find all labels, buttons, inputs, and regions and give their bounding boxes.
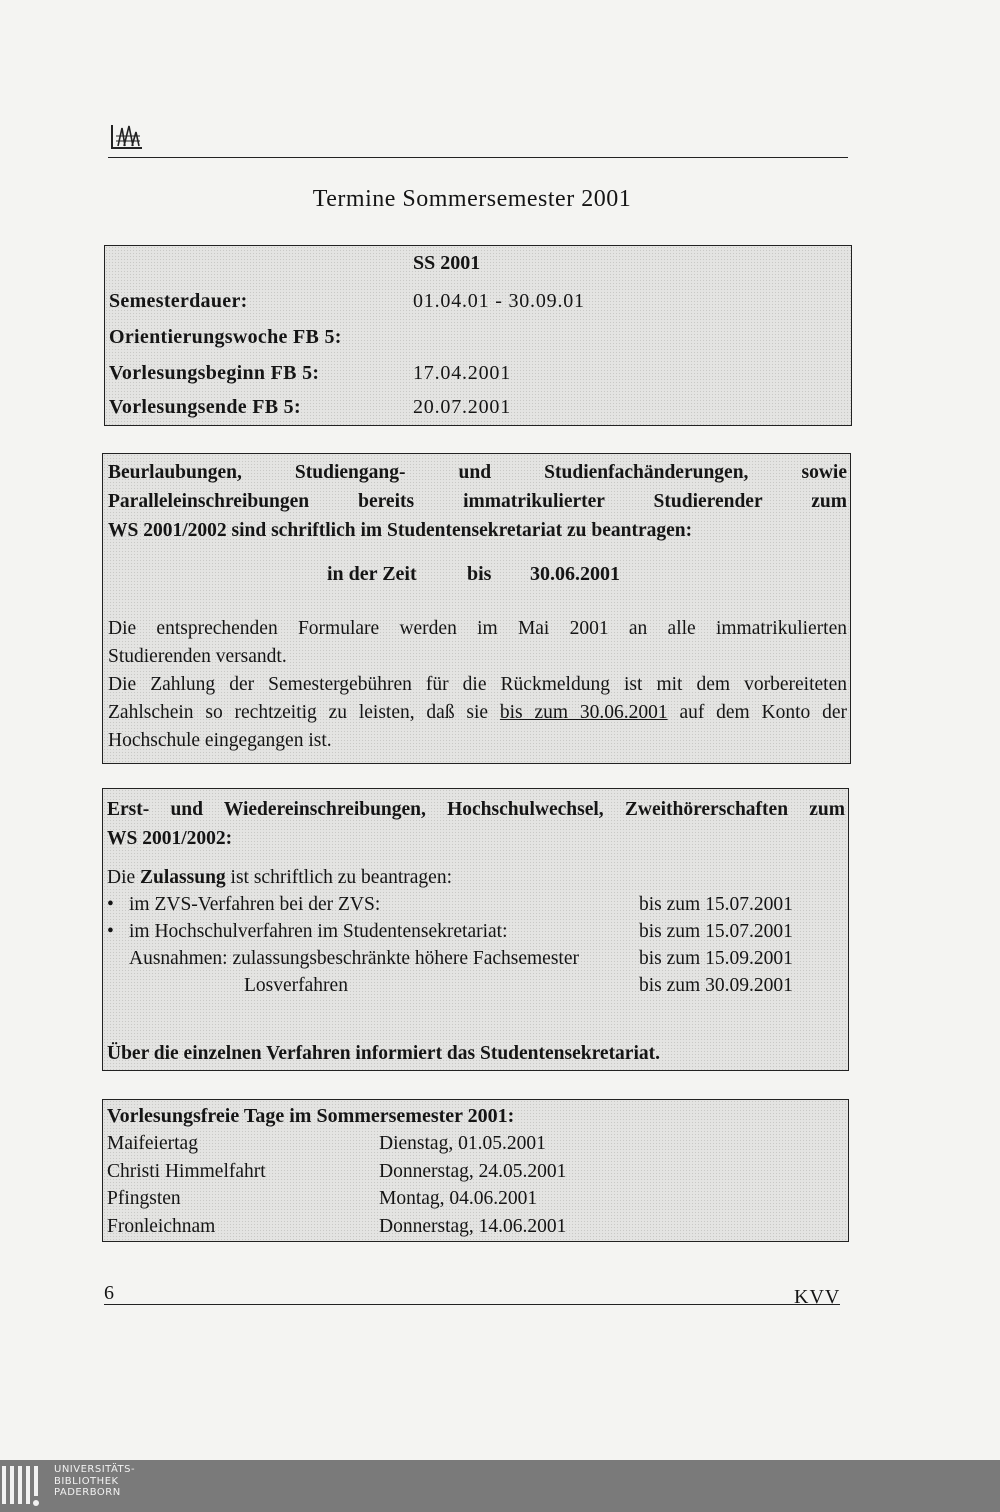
beurlaubung-heading (108, 458, 847, 545)
library-banner (0, 1460, 1000, 1512)
semester-row (109, 355, 849, 391)
item-text: Ausnahmen: zulassungsbeschränkte höhere Fachsemester (129, 948, 579, 969)
semester-row (109, 319, 849, 355)
university-logo-icon (110, 122, 144, 150)
list-item (107, 975, 845, 1002)
bullet-icon: • (107, 921, 114, 942)
list-item (107, 921, 845, 948)
heading-line: WS 2001/2002 sind schriftlich im Studentensekretariat zu beantragen: (108, 520, 693, 541)
text-line: Studierenden versandt. (108, 646, 287, 667)
feiertage-box (102, 1099, 849, 1242)
feiertag-name: Christi Himmelfahrt (107, 1160, 266, 1182)
heading-line: WS 2001/2002: (107, 828, 233, 849)
feiertag-date: Donnerstag, 24.05.2001 (379, 1160, 567, 1182)
text-line: Die Zahlung der Semestergebühren für die Rückmeldung ist mit dem vorbereiteten (108, 674, 847, 695)
row-value: 01.04.01 - 30.09.01 (413, 290, 585, 312)
intro-pre: Die (107, 867, 136, 888)
deadline-prefix: in der Zeit (327, 563, 417, 585)
footer-series: KVV (794, 1286, 841, 1308)
feiertag-name: Maifeiertag (107, 1133, 198, 1154)
row-label: Orientierungswoche FB 5: (109, 326, 342, 348)
einschreibung-box (102, 788, 849, 1071)
item-text: im ZVS-Verfahren bei der ZVS: (129, 894, 381, 915)
header-rule (108, 157, 848, 158)
library-line: UNIVERSITÄTS- (54, 1464, 136, 1475)
zulassung-intro (107, 867, 845, 894)
library-name (54, 1464, 135, 1499)
item-text: im Hochschulverfahren im Studentensekretariat: (129, 921, 508, 942)
feiertag-name: Pfingsten (107, 1188, 181, 1209)
heading-line: Paralleleinschreibungen bereits immatrikulierter Studierender zum (108, 491, 847, 512)
feiertag-name: Fronleichnam (107, 1215, 216, 1237)
deadline-date: 30.06.2001 (530, 563, 620, 585)
list-item (107, 894, 845, 921)
bullet-icon: • (107, 894, 114, 915)
feiertag-row (107, 1159, 845, 1187)
row-label: Vorlesungsende FB 5: (109, 396, 301, 418)
item-date: bis zum 15.07.2001 (639, 921, 793, 942)
item-date: bis zum 30.09.2001 (639, 975, 793, 996)
zulassung-list (107, 867, 845, 1002)
feiertag-date: Dienstag, 01.05.2001 (379, 1133, 546, 1154)
row-label: Semesterdauer: (109, 290, 248, 312)
payment-line (108, 699, 847, 727)
intro-bold: Zulassung (140, 867, 226, 888)
list-item (107, 948, 845, 975)
intro-post: ist schriftlich zu beantragen: (230, 867, 453, 888)
feiertag-date: Donnerstag, 14.06.2001 (379, 1215, 567, 1237)
feiertag-row (107, 1131, 845, 1159)
library-line: PADERBORN (54, 1487, 121, 1498)
footer-rule (104, 1304, 840, 1305)
page-number: 6 (104, 1282, 114, 1304)
feiertage-title: Vorlesungsfreie Tage im Sommersemester 2001: (107, 1105, 515, 1127)
feiertag-date: Montag, 04.06.2001 (379, 1188, 538, 1209)
library-line: BIBLIOTHEK (54, 1475, 119, 1487)
einschreibung-heading (107, 795, 845, 853)
semester-column-header: SS 2001 (413, 252, 481, 274)
row-label: Vorlesungsbeginn FB 5: (109, 362, 320, 384)
text-line: Hochschule eingegangen ist. (108, 730, 332, 751)
deadline-bis: bis (467, 563, 492, 585)
semester-row (109, 389, 849, 425)
item-date: bis zum 15.07.2001 (639, 894, 793, 915)
semester-dates-box (104, 245, 852, 426)
semester-row (109, 283, 849, 319)
item-date: bis zum 15.09.2001 (639, 948, 793, 969)
beurlaubung-box (102, 453, 851, 764)
einschreibung-footer: Über die einzelnen Verfahren informiert das Studentensekretariat. (107, 1043, 660, 1064)
feiertag-row (107, 1214, 845, 1242)
heading-line: Erst- und Wiedereinschreibungen, Hochschulwechsel, Zweithörerschaften zum (107, 799, 845, 820)
row-value: 20.07.2001 (413, 396, 511, 418)
beurlaubung-text (108, 615, 847, 755)
deadline-line (108, 563, 847, 591)
text-line: Die entsprechenden Formulare werden im Mai 2001 an alle immatrikulierten (108, 618, 847, 639)
library-logo-icon (0, 1464, 44, 1508)
payment-post: auf dem Konto der (679, 702, 848, 723)
payment-deadline: bis zum 30.06.2001 (499, 702, 668, 723)
row-value: 17.04.2001 (413, 362, 511, 384)
heading-line: Beurlaubungen, Studiengang- und Studienfachänderungen, sowie (108, 462, 847, 483)
page-title: Termine Sommersemester 2001 (312, 186, 632, 212)
item-text: Losverfahren (244, 975, 348, 996)
feiertag-row (107, 1186, 845, 1214)
payment-pre: Zahlschein so rechtzeitig zu leisten, daß sie (108, 702, 489, 723)
